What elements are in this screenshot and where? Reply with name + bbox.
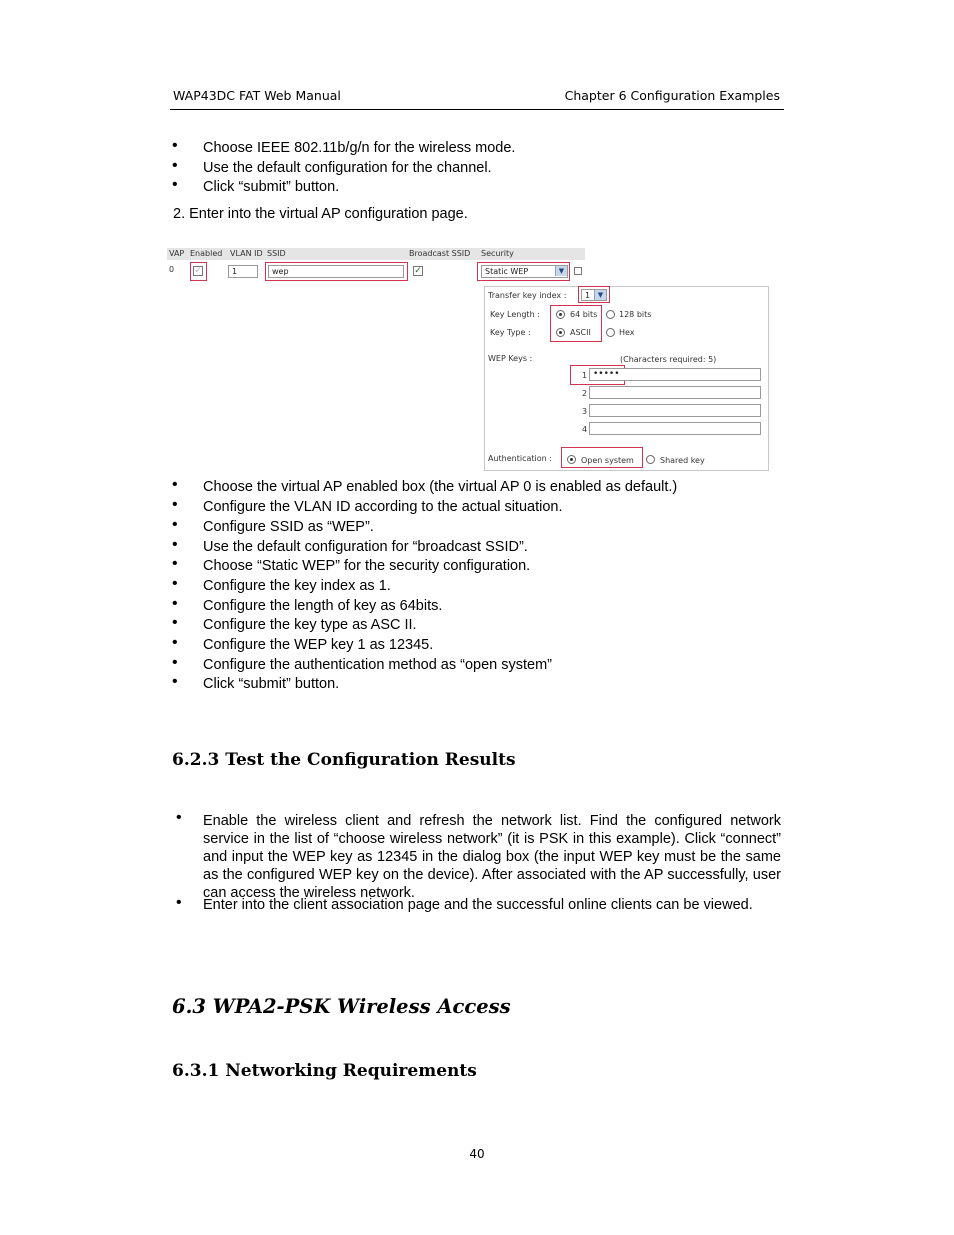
header-rule [170,109,784,110]
key-length-label: Key Length : [490,310,540,319]
section-heading-6-3: 6.3 WPA2-PSK Wireless Access [172,995,511,1018]
key-type-hex-radio[interactable] [606,328,615,337]
chars-required-note: (Characters required: 5) [620,355,717,364]
step-2: 2. Enter into the virtual AP configuration page. [173,206,468,222]
vap-index: 0 [169,265,175,274]
test-step-paragraph: Enable the wireless client and refresh the network list. Find the configured network service in the list of “choose wireless network” (it is PSK in this example). Click “connect” and input the WEP key as 12345 in the dialog box (the input WEP key must be the same as the configured WEP key on the device). After associated with the AP successfully, user can access the wireless network. [203,813,781,901]
auth-open-radio[interactable] [567,455,576,464]
transfer-key-index-label: Transfer key index : [488,291,567,300]
security-select[interactable]: Static WEP ▼ [481,265,568,278]
ssid-input[interactable]: wep [268,265,404,278]
broadcast-ssid-checkbox[interactable]: ✓ [414,266,422,276]
auth-shared-radio[interactable] [646,455,655,464]
chevron-down-icon: ▼ [555,266,567,276]
client-association-paragraph: Enter into the client association page and the successful online clients can be viewed. [203,897,753,913]
key-index-select[interactable]: 1 ▼ [581,289,607,301]
bullet-icon: • [176,894,182,911]
key-type-ascii-radio[interactable] [556,328,565,337]
security-option-checkbox[interactable] [574,267,582,275]
section-heading-6-2-3: 6.2.3 Test the Configuration Results [172,750,516,770]
key-length-128-radio[interactable] [606,310,615,319]
enabled-checkbox[interactable]: ✓ [194,266,202,276]
section-heading-6-3-1: 6.3.1 Networking Requirements [172,1061,477,1081]
wep-key-3-input[interactable] [589,404,761,417]
wep-key-4-input[interactable] [589,422,761,435]
page-number: 40 [469,1147,485,1161]
header-title: WAP43DC FAT Web Manual [173,88,341,103]
authentication-label: Authentication : [488,454,552,463]
vap-table-header: VAP Enabled VLAN ID SSID Broadcast SSID Security [167,248,585,260]
key-type-label: Key Type : [490,328,531,337]
header-chapter: Chapter 6 Configuration Examples [564,88,780,103]
bullet-icon: • [176,809,182,826]
chevron-down-icon: ▼ [594,290,606,300]
wep-key-1-input[interactable]: ••••• [589,368,761,381]
wep-keys-label: WEP Keys : [488,354,533,363]
wep-key-2-input[interactable] [589,386,761,399]
key-length-64-radio[interactable] [556,310,565,319]
vlan-id-input[interactable]: 1 [228,265,258,278]
